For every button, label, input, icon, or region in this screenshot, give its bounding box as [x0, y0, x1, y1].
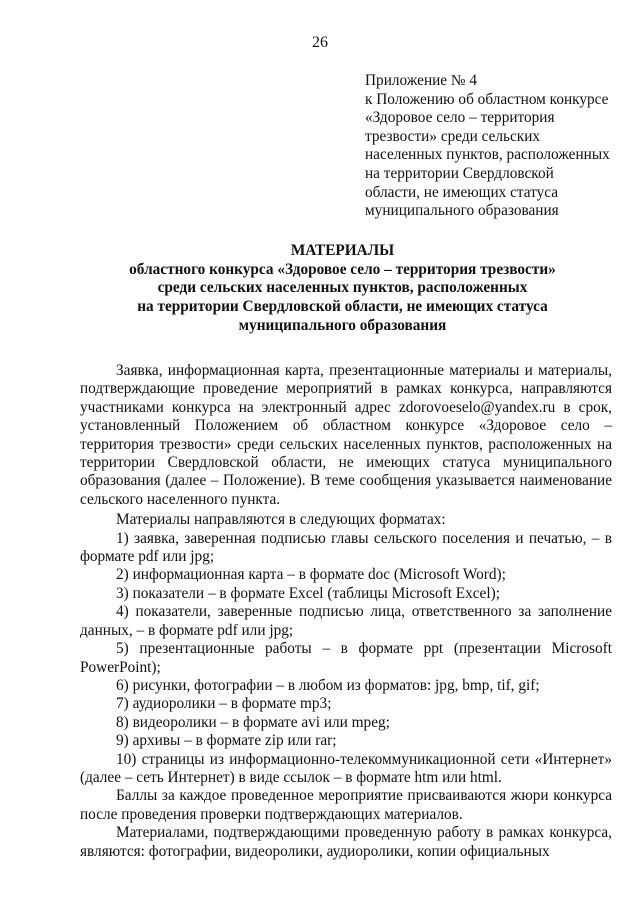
- list-item: 5) презентационные работы – в формате ppt (презентации Microsoft PowerPoint);: [80, 640, 612, 676]
- paragraph-intro: Заявка, информационная карта, презентационные материалы и материалы, подтверждающие проведение мероприятий в рамках конкурса, направляются участниками конкурса на электронный адрес zdorovoeselo@yandex.ru в срок, установленный Положением об областном конкурсе «Здоровое село – территория трезвости» среди сельских населенных пунктов, расположенных на территории Свердловской области, не имеющих статуса муниципального образования (далее – Положение). В теме сообщения указывается наименование сельского населенного пункта.: [80, 362, 612, 508]
- paragraph-scoring: Баллы за каждое проведенное мероприятие присваиваются жюри конкурса после проведения проверки подтверждающих материалов.: [80, 787, 612, 823]
- paragraph-formats-intro: Материалы направляются в следующих форматах:: [116, 511, 446, 529]
- appendix-line: муниципального образования: [365, 202, 559, 220]
- appendix-line: трезвости» среди сельских: [365, 127, 541, 145]
- title-line: на территории Свердловской области, не имеющих статуса: [137, 298, 548, 316]
- list-item: 4) показатели, заверенные подписью лица, ответственного за заполнение данных, – в формате pdf или jpg;: [80, 603, 612, 639]
- appendix-line: населенных пунктов, расположенных: [365, 146, 610, 164]
- appendix-line: на территории Свердловской: [365, 164, 554, 182]
- list-item: 2) информационная карта – в формате doc (Microsoft Word);: [116, 566, 506, 584]
- list-item: 10) страницы из информационно-телекоммуникационной сети «Интернет» (далее – сеть Интернет) в виде ссылок – в формате htm или html.: [80, 750, 612, 786]
- appendix-line: Приложение № 4: [365, 72, 477, 89]
- paragraph-materials: Материалами, подтверждающими проведенную работу в рамках конкурса, являются: фотографии, видеоролики, аудиоролики, копии официальных: [80, 824, 612, 860]
- appendix-block: [365, 72, 625, 221]
- list-item: 3) показатели – в формате Excel (таблицы Microsoft Excel);: [116, 584, 500, 602]
- document-body: [80, 362, 612, 861]
- list-item: 8) видеоролики – в формате avi или mpeg;: [116, 713, 390, 731]
- list-item: 1) заявка, заверенная подписью главы сельского поселения и печатью, – в формате pdf или jpg;: [80, 529, 612, 566]
- document-title: [80, 242, 605, 336]
- page-number: 26: [312, 34, 328, 51]
- appendix-line: к Положению об областном конкурсе: [365, 90, 609, 108]
- appendix-line: «Здоровое село – территория: [365, 109, 555, 127]
- appendix-line: области, не имеющих статуса: [365, 183, 559, 201]
- list-item: 6) рисунки, фотографии – в любом из форматов: jpg, bmp, tif, gif;: [116, 676, 540, 694]
- list-item: 9) архивы – в формате zip или rar;: [116, 732, 337, 750]
- list-item: 7) аудиоролики – в формате mp3;: [116, 695, 332, 713]
- title-line: областного конкурса «Здоровое село – территория трезвости»: [129, 260, 556, 278]
- title-line: МАТЕРИАЛЫ: [290, 242, 395, 259]
- title-line: муниципального образования: [238, 316, 447, 334]
- title-line: среди сельских населенных пунктов, расположенных: [157, 279, 528, 297]
